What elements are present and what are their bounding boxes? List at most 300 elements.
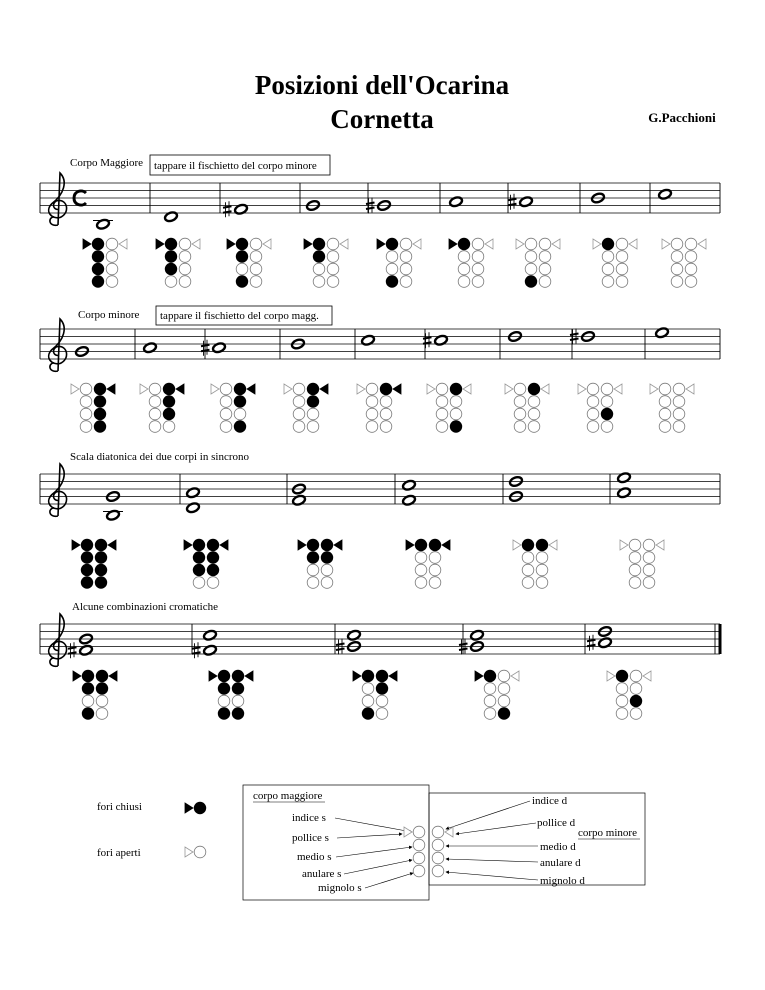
closed-hole <box>528 383 540 395</box>
thumb-hole <box>108 540 116 550</box>
fingering-diagram <box>427 383 471 432</box>
closed-hole <box>429 539 441 551</box>
label-mignolo-s: mignolo s <box>318 882 362 894</box>
open-hole <box>413 839 425 851</box>
open-hole <box>250 276 262 288</box>
closed-hole <box>218 683 230 695</box>
open-hole <box>436 421 448 433</box>
thumb-hole <box>620 540 628 550</box>
legend-arrow <box>446 872 538 880</box>
closed-hole <box>313 251 325 263</box>
open-hole <box>313 276 325 288</box>
section-label: Corpo minore <box>78 309 140 321</box>
fingering-diagram <box>211 383 255 432</box>
open-hole <box>630 670 642 682</box>
legend-arrow <box>336 847 412 857</box>
fingering-diagram <box>449 238 493 287</box>
open-hole <box>458 251 470 263</box>
open-hole <box>601 396 613 408</box>
closed-hole <box>92 251 104 263</box>
sharp-icon <box>587 635 596 651</box>
closed-hole <box>525 276 537 288</box>
open-hole <box>327 251 339 263</box>
legend-arrow <box>337 834 402 838</box>
open-hole <box>436 396 448 408</box>
thumb-hole <box>552 239 560 249</box>
thumb-hole <box>445 827 453 837</box>
closed-hole <box>163 383 175 395</box>
open-hole <box>293 408 305 420</box>
closed-hole <box>163 396 175 408</box>
legend-arrow <box>335 818 412 832</box>
closed-hole <box>218 670 230 682</box>
fingering-diagram <box>83 238 127 287</box>
fingering-diagram <box>357 383 401 432</box>
thumb-hole <box>541 384 549 394</box>
open-hole <box>643 577 655 589</box>
legend-arrow <box>456 823 536 834</box>
thumb-hole <box>698 239 706 249</box>
open-hole <box>218 695 230 707</box>
thumb-hole <box>463 384 471 394</box>
open-hole <box>659 421 671 433</box>
closed-hole <box>92 238 104 250</box>
label-indice-d: indice d <box>532 795 568 807</box>
open-hole <box>413 826 425 838</box>
open-hole <box>514 421 526 433</box>
open-hole <box>673 408 685 420</box>
closed-hole <box>81 552 93 564</box>
legend-corpo-minore: corpo minore <box>578 827 637 839</box>
thumb-hole <box>513 540 521 550</box>
open-hole <box>525 238 537 250</box>
open-hole <box>587 408 599 420</box>
thumb-hole <box>334 540 342 550</box>
thumb-hole <box>442 540 450 550</box>
closed-hole <box>234 396 246 408</box>
closed-hole <box>362 670 374 682</box>
closed-hole <box>450 421 462 433</box>
open-hole-icon <box>185 846 206 858</box>
closed-hole <box>498 708 510 720</box>
staff-scala-diatonica <box>40 464 720 521</box>
thumb-hole <box>656 540 664 550</box>
open-hole <box>415 564 427 576</box>
open-hole <box>220 383 232 395</box>
open-hole <box>629 564 641 576</box>
closed-hole <box>94 383 106 395</box>
open-hole <box>380 421 392 433</box>
open-hole <box>232 695 244 707</box>
thumb-hole <box>686 384 694 394</box>
thumb-hole <box>83 239 91 249</box>
open-hole <box>194 846 206 858</box>
closed-hole <box>236 251 248 263</box>
thumb-hole <box>377 239 385 249</box>
open-hole <box>629 552 641 564</box>
open-hole <box>528 396 540 408</box>
open-hole <box>522 564 534 576</box>
open-hole <box>528 408 540 420</box>
thumb-hole <box>357 384 365 394</box>
thumb-hole <box>176 384 184 394</box>
open-hole <box>536 552 548 564</box>
closed-hole <box>232 670 244 682</box>
open-hole <box>179 276 191 288</box>
legend-open-label: fori aperti <box>97 847 141 859</box>
open-hole <box>432 826 444 838</box>
thumb-hole <box>72 540 80 550</box>
open-hole <box>307 408 319 420</box>
closed-hole <box>165 251 177 263</box>
open-hole <box>539 276 551 288</box>
open-hole <box>380 408 392 420</box>
open-hole <box>498 695 510 707</box>
closed-hole <box>95 564 107 576</box>
closed-hole <box>232 683 244 695</box>
fingering-diagram <box>304 238 348 287</box>
open-hole <box>386 263 398 275</box>
closed-hole <box>82 708 94 720</box>
open-hole <box>366 383 378 395</box>
open-hole <box>293 421 305 433</box>
thumb-hole <box>393 384 401 394</box>
open-hole <box>673 396 685 408</box>
treble-clef-icon <box>49 464 67 516</box>
closed-hole <box>92 276 104 288</box>
closed-hole <box>536 539 548 551</box>
open-hole <box>362 695 374 707</box>
open-hole <box>250 263 262 275</box>
closed-hole <box>602 238 614 250</box>
open-hole <box>671 263 683 275</box>
closed-hole <box>232 708 244 720</box>
thumb-hole <box>406 540 414 550</box>
closed-hole <box>234 383 246 395</box>
open-hole <box>539 263 551 275</box>
open-hole <box>149 408 161 420</box>
closed-hole <box>458 238 470 250</box>
fingering-diagram <box>475 670 519 719</box>
fingering-diagram <box>140 383 184 432</box>
fingering-diagram <box>156 238 200 287</box>
open-hole <box>629 577 641 589</box>
open-hole <box>106 263 118 275</box>
thumb-hole <box>220 540 228 550</box>
open-hole <box>458 263 470 275</box>
thumb-hole <box>192 239 200 249</box>
section-combinazioni-cromatiche <box>40 601 720 719</box>
fingering-diagram <box>284 383 328 432</box>
label-medio-s: medio s <box>297 851 332 863</box>
open-hole <box>498 670 510 682</box>
closed-hole <box>193 552 205 564</box>
closed-hole <box>386 238 398 250</box>
fingering-diagram <box>593 238 637 287</box>
thumb-hole <box>245 671 253 681</box>
open-hole <box>96 695 108 707</box>
open-hole <box>149 383 161 395</box>
open-hole <box>602 276 614 288</box>
treble-clef-icon <box>49 319 67 371</box>
open-hole <box>432 865 444 877</box>
closed-hole <box>380 383 392 395</box>
open-hole <box>96 708 108 720</box>
open-hole <box>80 408 92 420</box>
closed-hole <box>484 670 496 682</box>
open-hole <box>293 383 305 395</box>
legend-arrow <box>446 859 538 862</box>
open-hole <box>659 408 671 420</box>
fingering-diagram <box>227 238 271 287</box>
thumb-hole <box>475 671 483 681</box>
open-hole <box>400 251 412 263</box>
open-hole <box>685 251 697 263</box>
open-hole <box>429 564 441 576</box>
open-hole <box>106 238 118 250</box>
open-hole <box>643 564 655 576</box>
open-hole <box>307 577 319 589</box>
open-hole <box>616 251 628 263</box>
note-box-text: tappare il fischietto del corpo magg. <box>160 310 319 322</box>
open-hole <box>179 251 191 263</box>
thumb-hole <box>209 671 217 681</box>
open-hole <box>179 263 191 275</box>
closed-hole <box>616 670 628 682</box>
open-hole <box>366 396 378 408</box>
open-hole <box>525 251 537 263</box>
legend-corpo-maggiore: corpo maggiore <box>253 790 323 802</box>
closed-hole <box>94 396 106 408</box>
closed-hole <box>236 276 248 288</box>
treble-clef-icon <box>49 614 67 666</box>
fingering-diagram <box>662 238 706 287</box>
open-hole <box>685 238 697 250</box>
open-hole <box>673 421 685 433</box>
open-hole <box>643 552 655 564</box>
thumb-hole <box>263 239 271 249</box>
thumb-hole <box>643 671 651 681</box>
open-hole <box>587 396 599 408</box>
open-hole <box>601 383 613 395</box>
thumb-hole <box>211 384 219 394</box>
thumb-hole <box>227 239 235 249</box>
open-hole <box>601 421 613 433</box>
fingerings-corpo-maggiore <box>83 238 706 287</box>
open-hole <box>616 695 628 707</box>
open-hole <box>234 408 246 420</box>
thumb-hole <box>607 671 615 681</box>
open-hole <box>685 263 697 275</box>
note-box-text: tappare il fischietto del corpo minore <box>154 160 317 172</box>
open-hole <box>106 276 118 288</box>
thumb-hole <box>298 540 306 550</box>
thumb-hole <box>73 671 81 681</box>
open-hole <box>472 276 484 288</box>
closed-hole <box>307 396 319 408</box>
thumb-hole <box>109 671 117 681</box>
open-hole <box>415 552 427 564</box>
open-hole <box>293 396 305 408</box>
closed-hole <box>313 238 325 250</box>
closed-hole <box>601 408 613 420</box>
open-hole <box>671 276 683 288</box>
open-hole <box>616 263 628 275</box>
open-hole <box>429 552 441 564</box>
fingering-diagram <box>406 539 450 588</box>
closed-hole <box>81 577 93 589</box>
open-hole <box>602 263 614 275</box>
fingering-diagram <box>73 670 117 719</box>
thumb-hole <box>629 239 637 249</box>
open-hole <box>629 539 641 551</box>
open-hole <box>327 276 339 288</box>
thumb-hole <box>389 671 397 681</box>
closed-hole <box>207 564 219 576</box>
open-hole <box>450 396 462 408</box>
fingerings-scala-diatonica <box>72 539 664 588</box>
thumb-hole <box>71 384 79 394</box>
legend-arrow <box>344 860 412 874</box>
closed-hole <box>386 276 398 288</box>
closed-hole <box>82 683 94 695</box>
open-hole <box>498 683 510 695</box>
open-hole <box>630 708 642 720</box>
open-hole <box>149 421 161 433</box>
closed-hole <box>96 670 108 682</box>
closed-hole <box>321 539 333 551</box>
open-hole <box>539 238 551 250</box>
open-hole <box>685 276 697 288</box>
open-hole <box>436 408 448 420</box>
open-hole <box>630 683 642 695</box>
open-hole <box>362 683 374 695</box>
staff-corpo-minore <box>40 319 720 371</box>
thumb-hole <box>404 827 412 837</box>
open-hole <box>327 238 339 250</box>
open-hole <box>539 251 551 263</box>
open-hole <box>220 421 232 433</box>
fingering-diagram <box>513 539 557 588</box>
open-hole <box>432 852 444 864</box>
open-hole <box>616 708 628 720</box>
thumb-hole <box>516 239 524 249</box>
sharp-icon <box>508 194 517 210</box>
treble-clef-icon <box>49 173 67 225</box>
thumb-hole <box>511 671 519 681</box>
open-hole <box>80 396 92 408</box>
open-hole <box>671 251 683 263</box>
open-hole <box>528 421 540 433</box>
closed-hole <box>95 552 107 564</box>
thumb-hole <box>593 239 601 249</box>
open-hole <box>413 865 425 877</box>
open-hole <box>514 383 526 395</box>
open-hole <box>587 383 599 395</box>
open-hole <box>82 695 94 707</box>
legend-diagram <box>404 826 453 877</box>
open-hole <box>376 695 388 707</box>
open-hole <box>514 408 526 420</box>
open-hole <box>250 238 262 250</box>
thumb-hole <box>614 384 622 394</box>
closed-hole <box>630 695 642 707</box>
thumb-hole <box>578 384 586 394</box>
open-hole <box>413 852 425 864</box>
open-hole <box>673 383 685 395</box>
open-hole <box>250 251 262 263</box>
thumb-hole <box>184 540 192 550</box>
closed-hole <box>96 683 108 695</box>
open-hole <box>458 276 470 288</box>
sharp-icon <box>423 332 432 348</box>
open-hole <box>386 251 398 263</box>
open-hole <box>80 421 92 433</box>
open-hole <box>80 383 92 395</box>
thumb-hole <box>427 384 435 394</box>
closed-hole <box>193 539 205 551</box>
closed-hole <box>234 421 246 433</box>
open-hole <box>432 839 444 851</box>
thumb-hole <box>413 239 421 249</box>
open-hole <box>472 251 484 263</box>
title-line-2: Cornetta <box>330 104 434 134</box>
staff-combinazioni-cromatiche <box>40 614 720 666</box>
section-corpo-minore <box>40 306 720 432</box>
thumb-hole <box>119 239 127 249</box>
open-hole <box>321 564 333 576</box>
label-anulare-s: anulare s <box>302 868 342 880</box>
open-hole <box>536 577 548 589</box>
closed-hole <box>95 577 107 589</box>
fingering-diagram <box>505 383 549 432</box>
fingering-diagram <box>209 670 253 719</box>
closed-hole <box>362 708 374 720</box>
closed-hole <box>307 383 319 395</box>
closed-hole <box>207 539 219 551</box>
open-hole <box>587 421 599 433</box>
open-hole <box>616 238 628 250</box>
thumb-hole <box>185 847 193 857</box>
section-scala-diatonica <box>40 451 720 588</box>
sharp-icon <box>192 642 201 658</box>
section-label: Scala diatonica dei due corpi in sincrono <box>70 451 249 463</box>
staff-corpo-maggiore <box>40 173 720 230</box>
closed-hole <box>522 539 534 551</box>
title-line-1: Posizioni dell'Ocarina <box>254 70 510 100</box>
legend <box>97 785 645 900</box>
closed-hole <box>94 408 106 420</box>
sharp-icon <box>223 201 232 217</box>
closed-hole <box>415 539 427 551</box>
open-hole <box>321 577 333 589</box>
open-hole <box>616 276 628 288</box>
thumb-hole <box>107 384 115 394</box>
closed-hole <box>92 263 104 275</box>
open-hole <box>484 683 496 695</box>
section-label: Alcune combinazioni cromatiche <box>72 601 218 613</box>
thumb-hole <box>304 239 312 249</box>
open-hole <box>536 564 548 576</box>
closed-hole <box>163 408 175 420</box>
open-hole <box>450 408 462 420</box>
open-hole <box>436 383 448 395</box>
closed-hole <box>194 802 206 814</box>
legend-arrow <box>446 801 530 829</box>
open-hole <box>659 396 671 408</box>
closed-hole <box>165 263 177 275</box>
label-anulare-d: anulare d <box>540 857 581 869</box>
